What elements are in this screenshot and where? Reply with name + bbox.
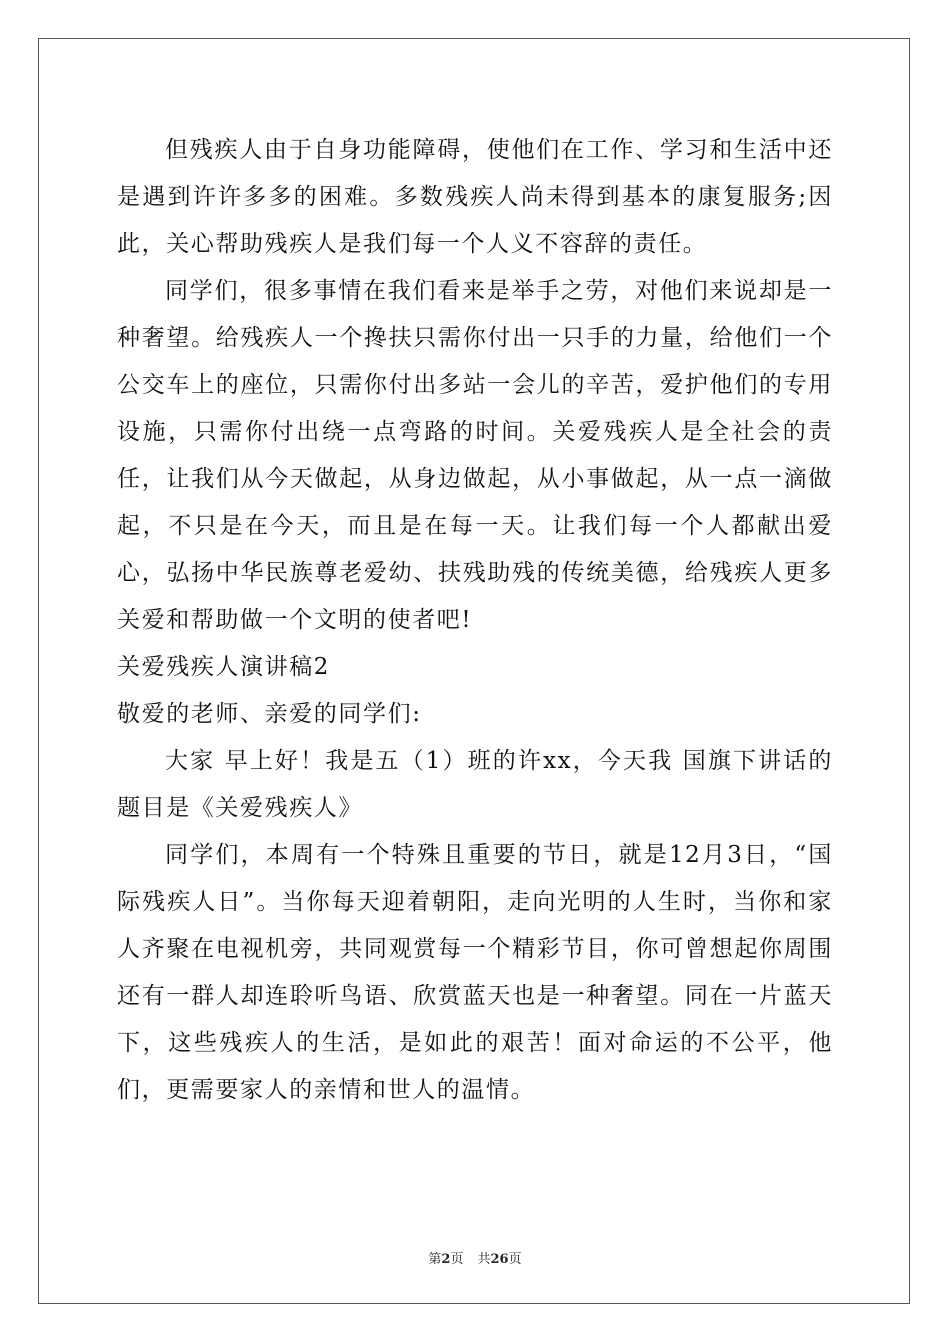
paragraph: 大家 早上好！我是五（1）班的许xx，今天我 国旗下讲话的题目是《关爱残疾人》 <box>117 748 833 821</box>
page-number: 2 <box>441 1252 451 1267</box>
paragraph: 同学们，本周有一个特殊且重要的节日，就是12月3日，“国际残疾人日”。当你每天迎着朝阳，走向光明的人生时，当你和家人齐聚在电视机旁，共同观赏每一个精彩节目，你可曾想起你周围还有一群人却连聆听鸟语、欣赏蓝天也是一种奢望。同在一片蓝天下，这些残疾人的生活，是如此的艰苦！面对命运的不公平，他们，更需要家人的亲情和世人的温情。 <box>117 842 833 1103</box>
total-prefix: 共 <box>477 1252 491 1267</box>
paragraph: 但残疾人由于自身功能障碍，使他们在工作、学习和生活中还是遇到许许多多的困难。多数残疾人尚未得到基本的康复服务;因此，关心帮助残疾人是我们每一个人义不容辞的责任。 <box>117 137 833 257</box>
paragraph: 同学们，很多事情在我们看来是举手之劳，对他们来说却是一种奢望。给残疾人一个搀扶只需你付出一只手的力量，给他们一个公交车上的座位，只需你付出多站一会儿的辛苦，爱护他们的专用设施，只需你付出绕一点弯路的时间。关爱残疾人是全社会的责任，让我们从今天做起，从身边做起，从小事做起，从一点一滴做起，不只是在今天，而且是在每一天。让我们每一个人都献出爱心，弘扬中华民族尊老爱幼、扶残助残的传统美德，给残疾人更多关爱和帮助做一个文明的使者吧! <box>117 278 833 633</box>
total-suffix: 页 <box>508 1252 522 1267</box>
page-footer <box>0 1248 950 1267</box>
page-prefix: 第 <box>428 1252 442 1267</box>
document-body <box>117 127 833 1114</box>
section-title: 关爱残疾人演讲稿2 <box>117 654 331 680</box>
page-suffix: 页 <box>450 1252 464 1267</box>
salutation: 敬爱的老师、亲爱的同学们: <box>117 701 422 727</box>
page-total: 26 <box>490 1252 509 1267</box>
